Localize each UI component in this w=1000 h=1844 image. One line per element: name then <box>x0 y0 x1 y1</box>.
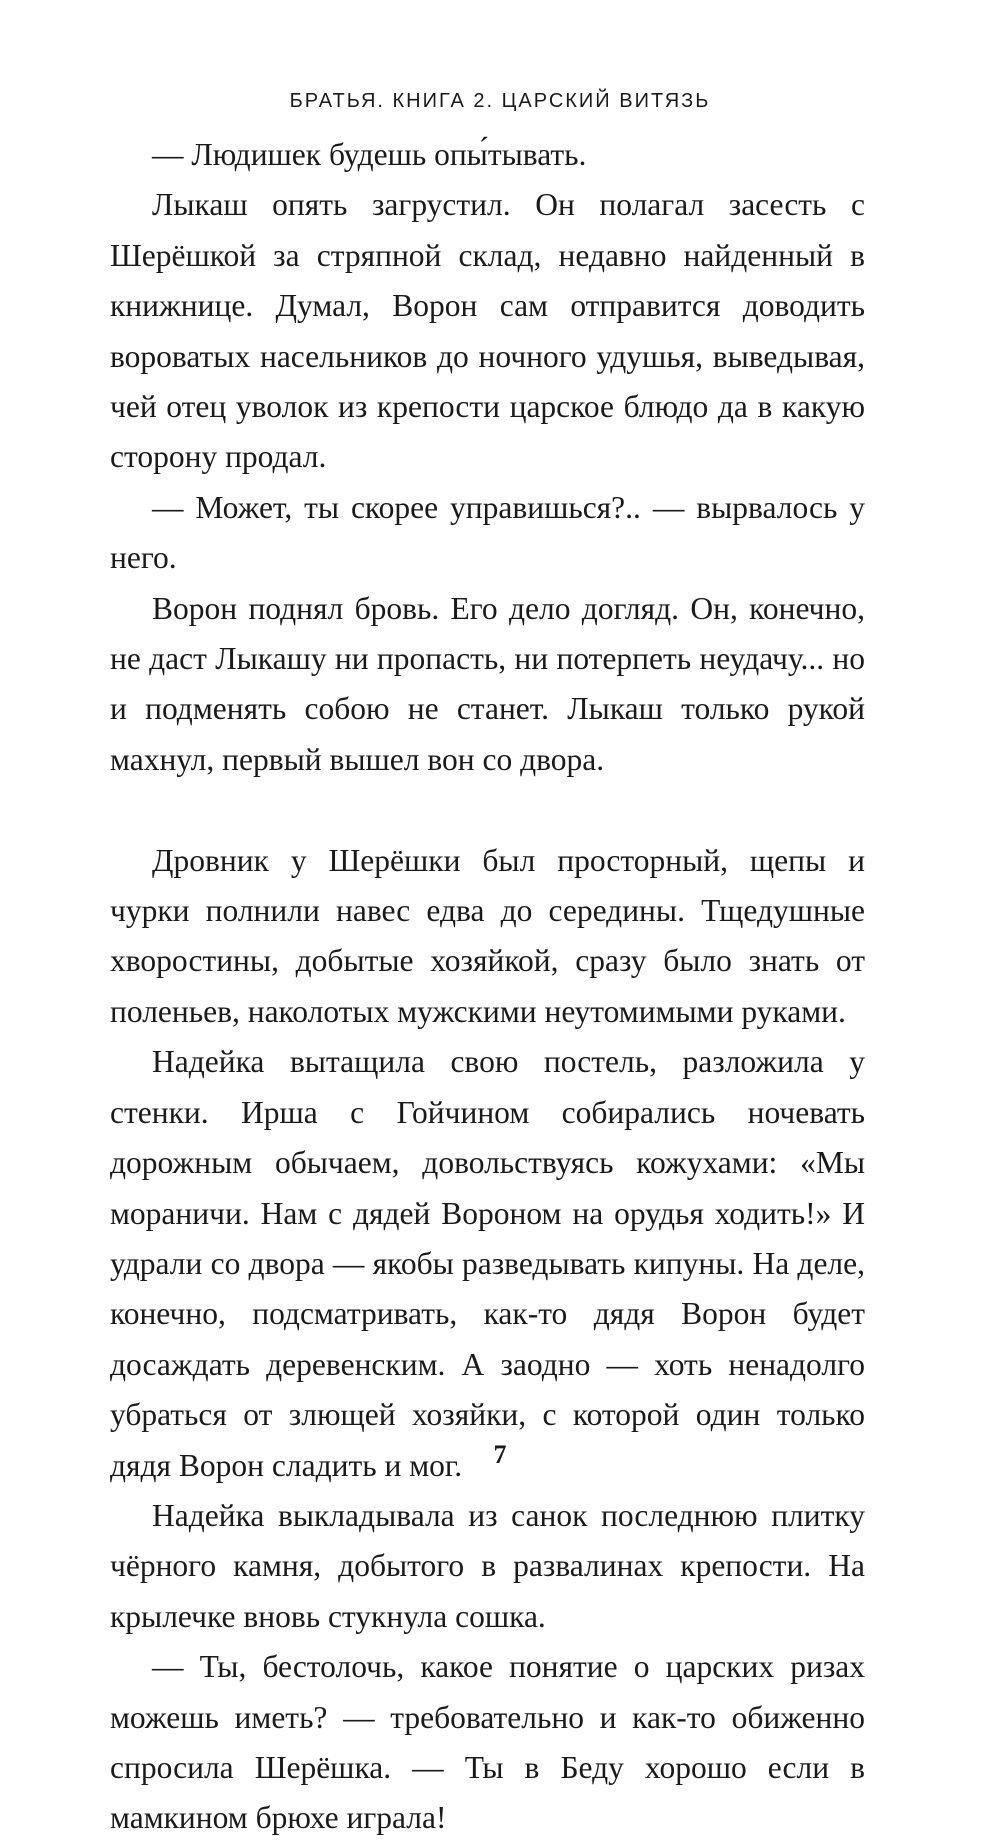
paragraph: — Людишек будешь опы́тывать. <box>152 137 587 172</box>
paragraph: Лыкаш опять загрустил. Он полагал засесть с Шерёшкой за стряпной склад, недавно найденный в книжнице. Думал, Ворон сам отправится доводить вороватых насельников до ночного удушья, выведывая, чей отец уволок из крепости царское блюдо да в какую сторону продал. <box>110 187 865 475</box>
running-head: БРАТЬЯ. КНИГА 2. ЦАРСКИЙ ВИТЯЗЬ <box>289 90 711 112</box>
body-text <box>110 130 865 1844</box>
paragraph: Дровник у Шерёшки был просторный, щепы и чурки полнили навес едва до середины. Тщедушные хворостины, добытые хозяйкой, сразу было знать от поленьев, наколотых мужскими неутомимыми руками. <box>110 842 865 1029</box>
paragraph: — Ты, бестолочь, какое понятие о царских ризах можешь иметь? — требовательно и как-то обиженно спросила Шерёшка. — Ты в Беду хорошо если в мамкином брюхе играла! <box>110 1649 865 1836</box>
paragraph: Надейка вытащила свою постель, разложила у стенки. Ирша с Гойчином собирались ночевать дорожным обычаем, довольствуясь кожухами: «Мы мораничи. Нам с дядей Вороном на орудья ходить!» И удрали со двора — якобы разведывать кипуны. На деле, конечно, подсматривать, как-то дядя Ворон будет досаждать деревенским. А заодно — хоть ненадолго убраться от злющей хозяйки, с которой один только дядя Ворон сладить и мог. <box>110 1044 865 1483</box>
page-number: 7 <box>493 1440 507 1469</box>
paragraph: — Может, ты скорее управишься?.. — вырвалось у него. <box>110 489 865 576</box>
paragraph: Ворон поднял бровь. Его дело догляд. Он, конечно, не даст Лыкашу ни пропасть, ни потерпеть неудачу... но и подменять собою не станет. Лыкаш только рукой махнул, первый вышел вон со двора. <box>110 590 865 777</box>
paragraph: Надейка выкладывала из санок последнюю плитку чёрного камня, добытого в развалинах крепости. На крылечке вновь стукнула сошка. <box>110 1497 865 1634</box>
